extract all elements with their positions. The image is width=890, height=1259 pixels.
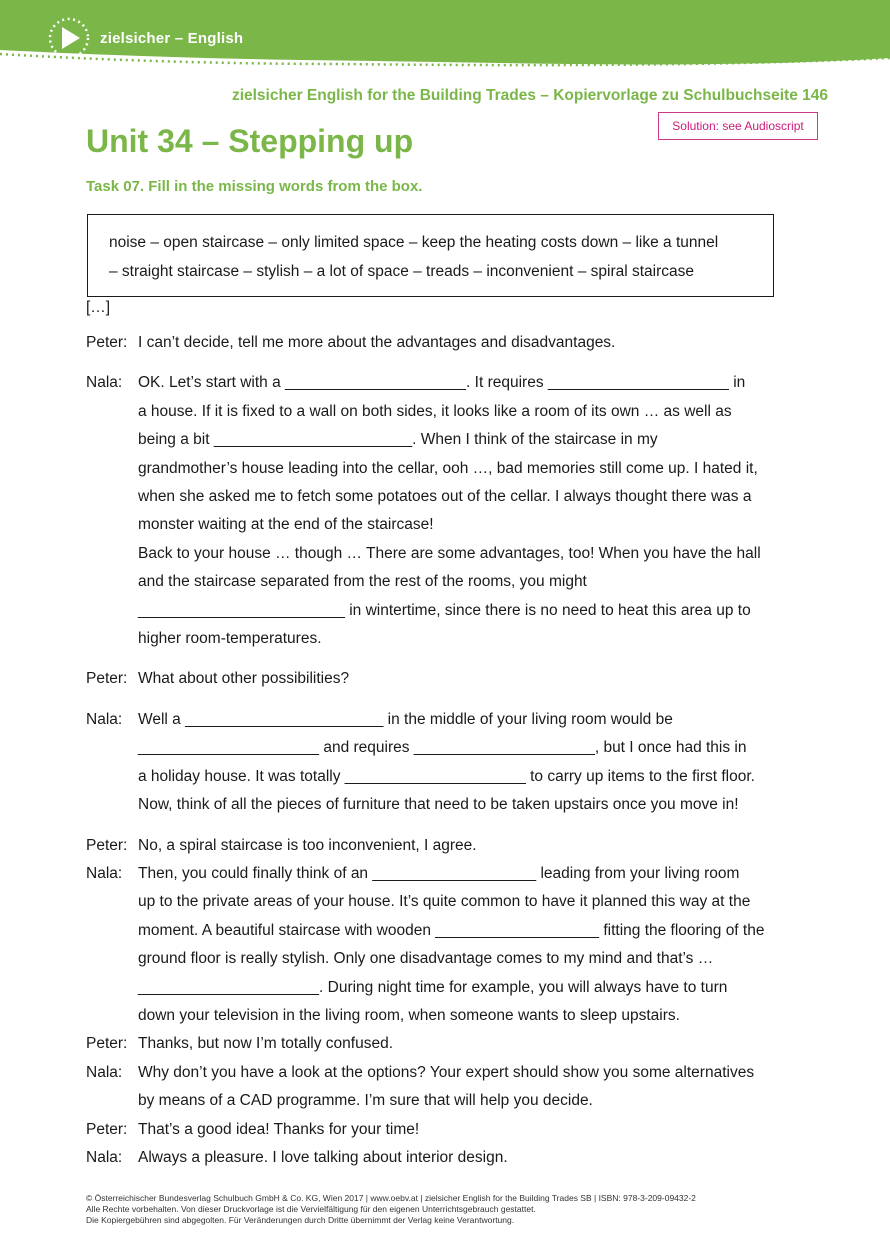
footer-line: Alle Rechte vorbehalten. Von dieser Druckvorlage ist die Vervielfältigung für den eigenen Unterrichtsgebrauch gestattet. — [86, 1204, 536, 1214]
footer-line: © Österreichischer Bundesverlag Schulbuch GmbH & Co. KG, Wien 2017 | www.oebv.at | zielsicher English for the Building Trades SB | ISBN: 978-3-209-09432-2 — [86, 1193, 696, 1203]
dialogue-line: grandmother’s house leading into the cellar, ooh …, bad memories still come up. I hated it, — [138, 459, 758, 477]
task-title: Task 07. Fill in the missing words from the box. — [86, 178, 423, 195]
dialogue-line: No, a spiral staircase is too inconvenient, I agree. — [138, 836, 477, 854]
unit-title: Unit 34 – Stepping up — [86, 123, 414, 159]
dialogue-line: and the staircase separated from the rest of the rooms, you might — [138, 573, 587, 591]
dialogue-turn — [86, 665, 826, 693]
dialogue — [86, 329, 826, 1172]
dialogue-turn — [86, 1116, 826, 1144]
omission-mark: […] — [86, 299, 111, 316]
dialogue-turn — [86, 832, 826, 860]
dialogue-line: OK. Let’s start with a _____________________. It requires _____________________ in — [138, 374, 746, 392]
dialogue-line: higher room-temperatures. — [138, 630, 322, 648]
speaker-label: Nala: — [86, 710, 123, 728]
dialogue-line: ________________________ in wintertime, since there is no need to heat this area up to — [138, 601, 751, 619]
dialogue-turn — [86, 1059, 826, 1116]
word-box-line: – straight staircase – stylish – a lot of space – treads – inconvenient – spiral staircase — [109, 262, 694, 280]
dialogue-line: I can’t decide, tell me more about the advantages and disadvantages. — [138, 334, 616, 351]
speaker-label: Peter: — [86, 836, 128, 854]
dialogue-line: _____________________ and requires _____________________, but I once had this in — [138, 739, 747, 757]
dialogue-line: _____________________. During night time for example, you will always have to turn — [138, 978, 728, 996]
dialogue-turn — [86, 329, 826, 357]
dialogue-line: Why don’t you have a look at the options? Your expert should show you some alternatives — [138, 1063, 755, 1081]
dialogue-line: a holiday house. It was totally _____________________ to carry up items to the first floor. — [138, 767, 755, 785]
dialogue-line: Thanks, but now I’m totally confused. — [138, 1035, 394, 1053]
dialogue-line: up to the private areas of your house. It’s quite common to have it planned this way at the — [138, 893, 751, 911]
dialogue-turn — [86, 1030, 826, 1058]
dialogue-line: by means of a CAD programme. I’m sure that will help you decide. — [138, 1092, 593, 1110]
copyright-footer — [86, 1193, 696, 1226]
dialogue-line: Now, think of all the pieces of furniture that need to be taken upstairs once you move in! — [138, 796, 739, 814]
speaker-label: Peter: — [86, 1035, 128, 1053]
dialogue-turn — [86, 1144, 826, 1172]
dialogue-line: Then, you could finally think of an ___________________ leading from your living room — [138, 864, 740, 882]
dialogue-turn — [86, 369, 826, 653]
dialogue-line: a house. If it is fixed to a wall on both sides, it looks like a room of its own … as well as — [138, 402, 732, 420]
solution-note: Solution: see Audioscript — [658, 112, 818, 140]
speaker-label: Peter: — [86, 334, 128, 351]
dialogue-line: Always a pleasure. I love talking about interior design. — [138, 1148, 508, 1166]
speaker-label: Peter: — [86, 670, 128, 688]
header-title: zielsicher English for the Building Trades – Kopiervorlage zu Schulbuchseite 146 — [231, 87, 828, 104]
dialogue-line: down your television in the living room, when someone wants to sleep upstairs. — [138, 1006, 680, 1024]
dialogue-line: moment. A beautiful staircase with wooden ___________________ fitting the flooring of the — [138, 921, 765, 939]
speaker-label: Peter: — [86, 1120, 128, 1138]
dialogue-line: monster waiting at the end of the staircase! — [138, 516, 434, 534]
brand-name: zielsicher – English — [100, 30, 244, 47]
speaker-label: Nala: — [86, 1148, 123, 1166]
word-box-line: noise – open staircase – only limited space – keep the heating costs down – like a tunnel — [109, 234, 719, 251]
dialogue-line: That’s a good idea! Thanks for your time! — [138, 1120, 420, 1138]
dialogue-line: ground floor is really stylish. Only one disadvantage comes to my mind and that’s … — [138, 950, 714, 968]
speaker-label: Nala: — [86, 1063, 123, 1081]
dialogue-line: What about other possibilities? — [138, 670, 350, 688]
speaker-label: Nala: — [86, 864, 123, 882]
dialogue-line: when she asked me to fetch some potatoes out of the cellar. I always thought there was a — [138, 488, 752, 506]
dialogue-line: being a bit _______________________. When I think of the staircase in my — [138, 431, 658, 449]
footer-line: Die Kopiergebühren sind abgegolten. Für Veränderungen durch Dritte übernimmt der Verlag keine Verantwortung. — [86, 1215, 515, 1225]
dialogue-turn — [86, 706, 826, 820]
dialogue-line: Well a _______________________ in the middle of your living room would be — [138, 710, 673, 728]
dialogue-turn — [86, 860, 826, 1030]
word-box — [87, 214, 774, 297]
speaker-label: Nala: — [86, 374, 123, 392]
dialogue-line: Back to your house … though … There are some advantages, too! When you have the hall — [138, 544, 761, 562]
